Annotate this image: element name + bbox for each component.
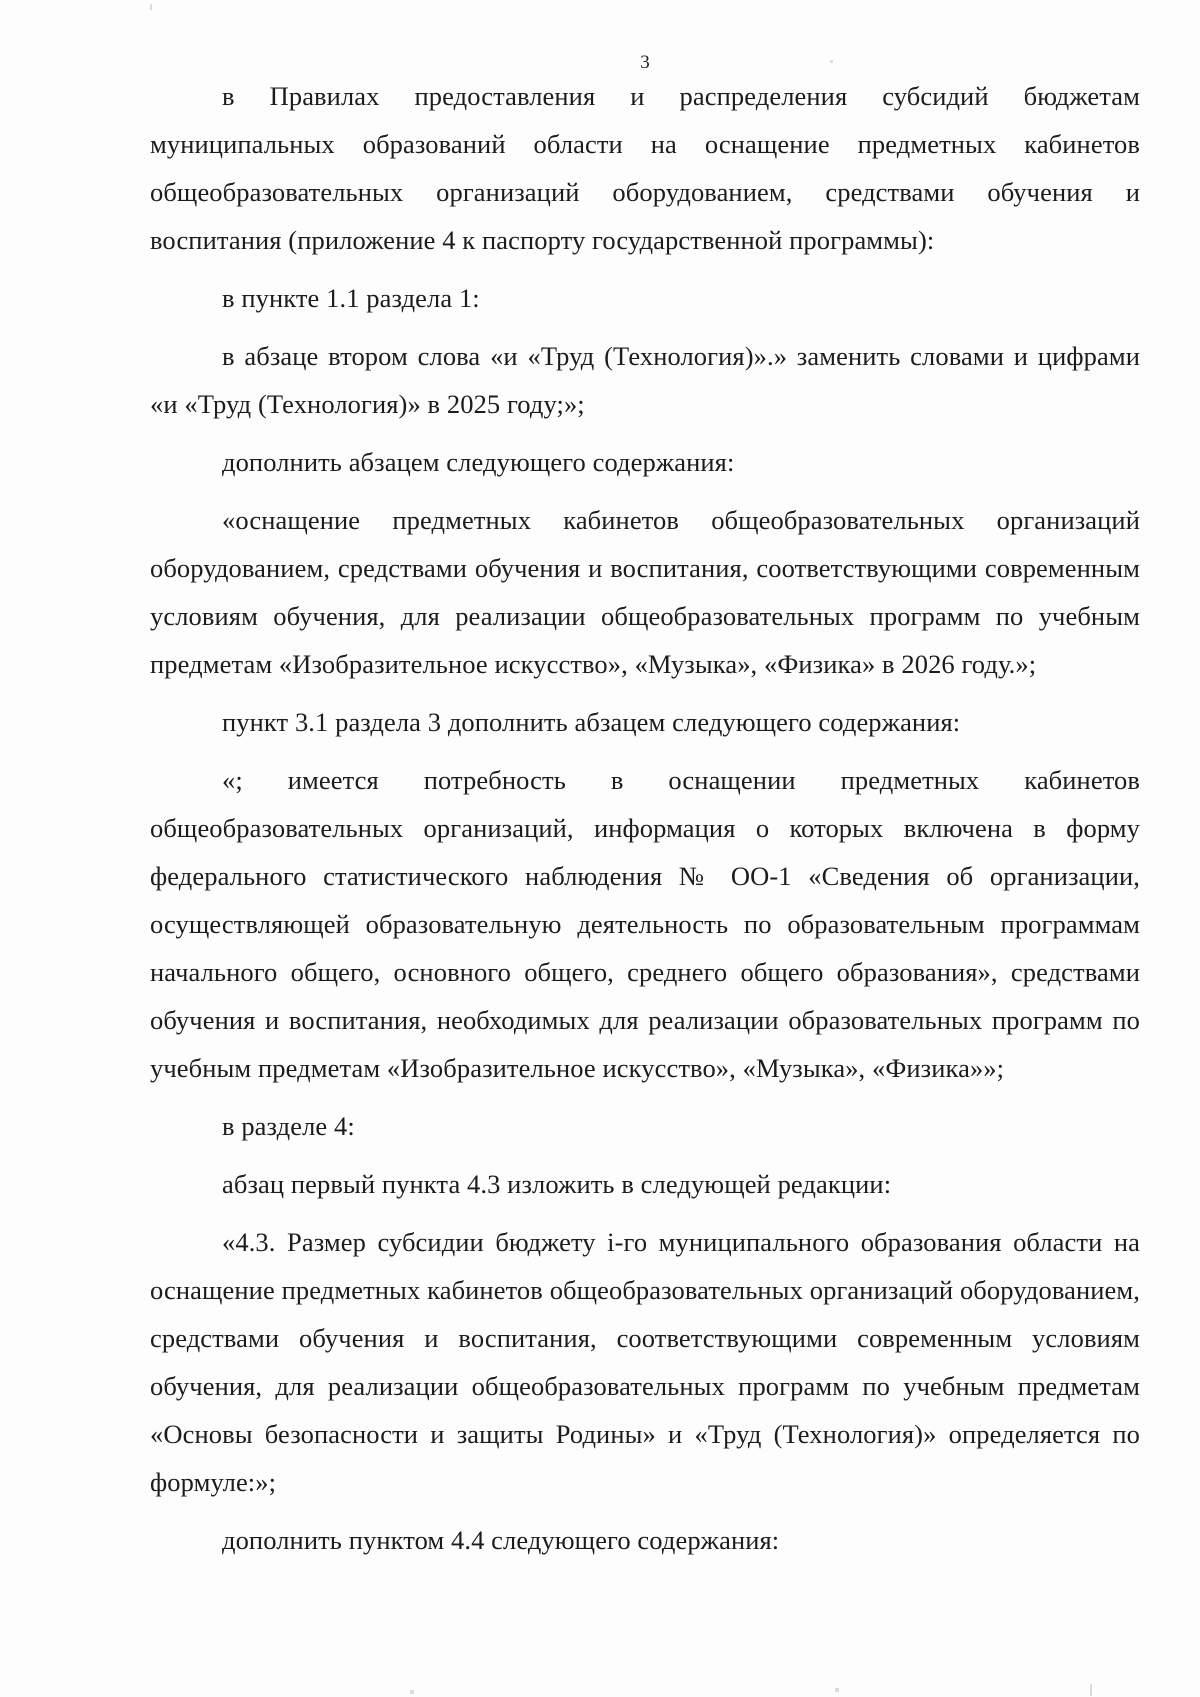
paragraph-add-clause-4-4: дополнить пунктом 4.4 следующего содержания: [222,1525,780,1555]
scan-speck-bottom-right [1090,1684,1092,1696]
paragraph-second-abzac-replace: в абзаце втором слова «и «Труд (Технология)».» заменить словами и цифрами «и «Труд (Технология)» в 2025 году;»; [150,341,1140,419]
paragraph-rules-intro: в Правилах предоставления и распределения субсидий бюджетам муниципальных образований области на оснащение предметных кабинетов общеобразовательных организаций оборудованием, средствами обучения и воспитания (приложение 4 к паспорту государственной программы): [150,81,1140,255]
paragraph-section-4: в разделе 4: [222,1111,355,1141]
scan-speck-bottom-middle [835,1688,839,1692]
scan-speck-bottom-left [410,1690,414,1694]
scan-speck-top-right [830,60,833,63]
paragraph-add-abzac: дополнить абзацем следующего содержания: [222,447,735,477]
paragraph-clause-3-1: пункт 3.1 раздела 3 дополнить абзацем следующего содержания: [222,707,961,737]
paragraph-clause-1-1: в пункте 1.1 раздела 1: [222,283,480,313]
paragraph-equipment-2026: «оснащение предметных кабинетов общеобразовательных организаций оборудованием, средствами обучения и воспитания, соответствующими современным условиям обучения, для реализации общеобразовательных программ по учебным предметам «Изобразительное искусство», «Музыка», «Физика» в 2026 году.»; [150,505,1140,679]
page-number: 3 [640,52,650,73]
paragraph-clause-4-3-text: «4.3. Размер субсидии бюджету i-го муниципального образования области на оснащение предметных кабинетов общеобразовательных организаций оборудованием, средствами обучения и воспитания, соответствующими современным условиям обучения, для реализации общеобразовательных программ по учебным предметам «Основы безопасности и защиты Родины» и «Труд (Технология)» определяется по формуле:»; [150,1227,1140,1497]
document-body [150,72,1140,1574]
paragraph-clause-4-3-intro: абзац первый пункта 4.3 изложить в следующей редакции: [222,1169,892,1199]
paragraph-need-equipment: «; имеется потребность в оснащении предметных кабинетов общеобразовательных организаций, информация о которых включена в форму федерального статистического наблюдения № ОО-1 «Сведения об организации, осуществляющей образовательную деятельность по образовательным программам начального общего, основного общего, среднего общего образования», средствами обучения и воспитания, необходимых для реализации образовательных программ по учебным предметам «Изобразительное искусство», «Музыка», «Физика»»; [150,765,1140,1083]
scan-speck-top-left [150,4,152,10]
